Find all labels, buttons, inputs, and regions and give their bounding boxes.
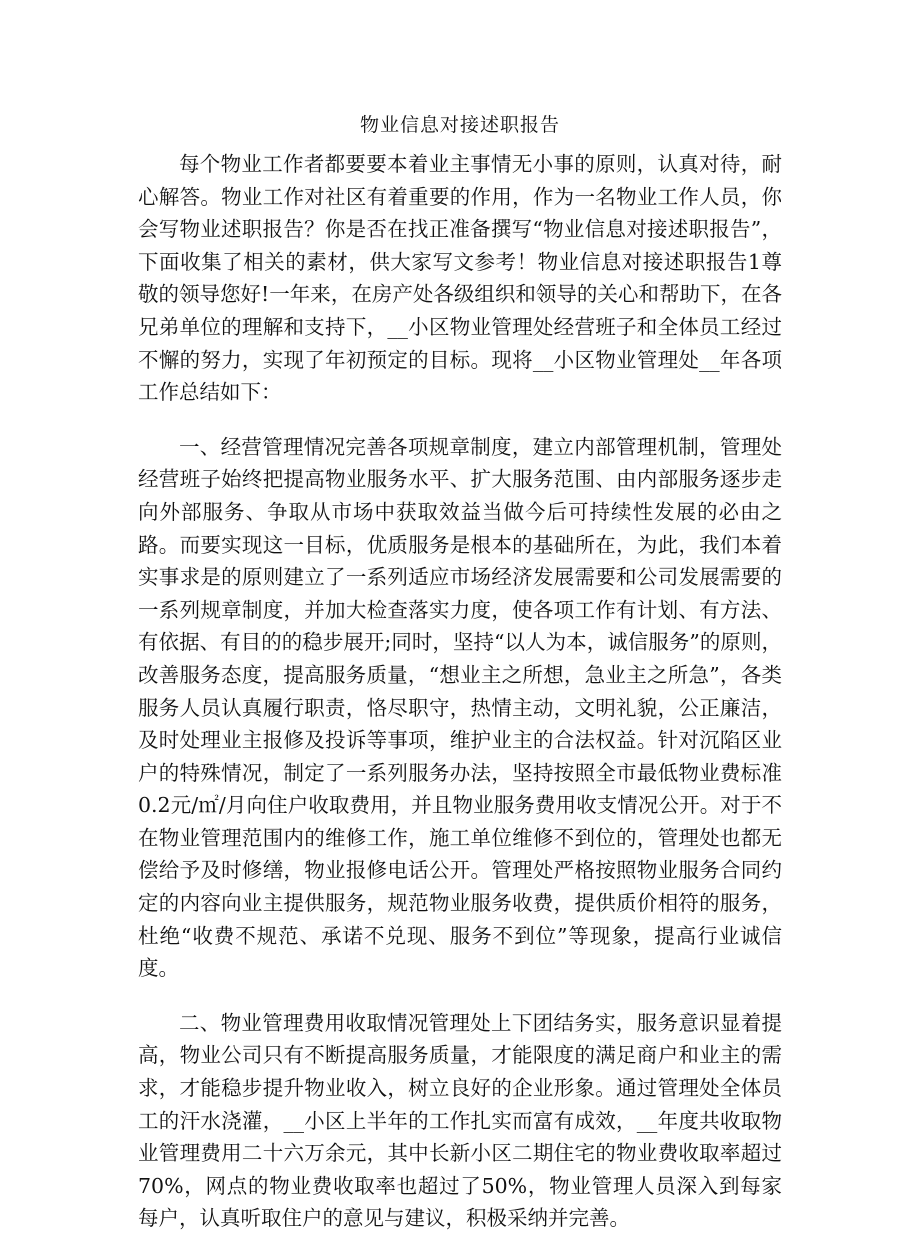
document-body: [138, 148, 782, 1257]
paragraph-section-one: 一、经营管理情况完善各项规章制度，建立内部管理机制，管理处经营班子始终把提高物业服务水平、扩大服务范围、由内部服务逐步走向外部服务、争取从市场中获取效益当做今后可持续性发展的必由之路。而要实现这一目标，优质服务是根本的基础所在，为此，我们本着实事求是的原则建立了一系列适应市场经济发展需要和公司发展需要的一系列规章制度，并加大检查落实力度，使各项工作有计划、有方法、有依据、有目的的稳步展开;同时，坚持“以人为本，诚信服务”的原则，改善服务态度，提高服务质量，“想业主之所想，急业主之所急”，各类服务人员认真履行职责，恪尽职守，热情主动，文明礼貌，公正廉洁，及时处理业主报修及投诉等事项，维护业主的合法权益。针对沉陷区业户的特殊情况，制定了一系列服务办法，坚持按照全市最低物业费标准0.2元/㎡/月向住户收取费用，并且物业服务费用收支情况公开。对于不在物业管理范围内的维修工作，施工单位维修不到位的，管理处也都无偿给予及时修缮，物业报修电话公开。管理处严格按照物业服务合同约定的内容向业主提供服务，规范物业服务收费，提供质价相符的服务，杜绝“收费不规范、承诺不兑现、服务不到位”等现象，提高行业诚信度。: [138, 434, 782, 981]
paragraph-section-two: 二、物业管理费用收取情况管理处上下团结务实，服务意识显着提高，物业公司只有不断提高服务质量，才能限度的满足商户和业主的需求，才能稳步提升物业收入，树立良好的企业形象。通过管理处全体员工的汗水浇灌，__小区上半年的工作扎实而富有成效，__年度共收取物业管理费用二十六万余元，其中长新小区二期住宅的物业费收取率超过70%，网点的物业费收取率也超过了50%，物业管理人员深入到每家每户，认真听取住户的意见与建议，积极采纳并完善。: [138, 1010, 782, 1231]
document-title: 物业信息对接述职报告: [359, 114, 560, 136]
paragraph-intro: 每个物业工作者都要要本着业主事情无小事的原则，认真对待，耐心解答。物业工作对社区有着重要的作用，作为一名物业工作人员，你会写物业述职报告？你是否在找正准备撰写“物业信息对接述职报告”，下面收集了相关的素材，供大家写文参考！物业信息对接述职报告1尊敬的领导您好!一年来，在房产处各级组织和领导的关心和帮助下，在各兄弟单位的理解和支持下，__小区物业管理处经营班子和全体员工经过不懈的努力，实现了年初预定的目标。现将__小区物业管理处__年各项工作总结如下：: [138, 152, 782, 405]
